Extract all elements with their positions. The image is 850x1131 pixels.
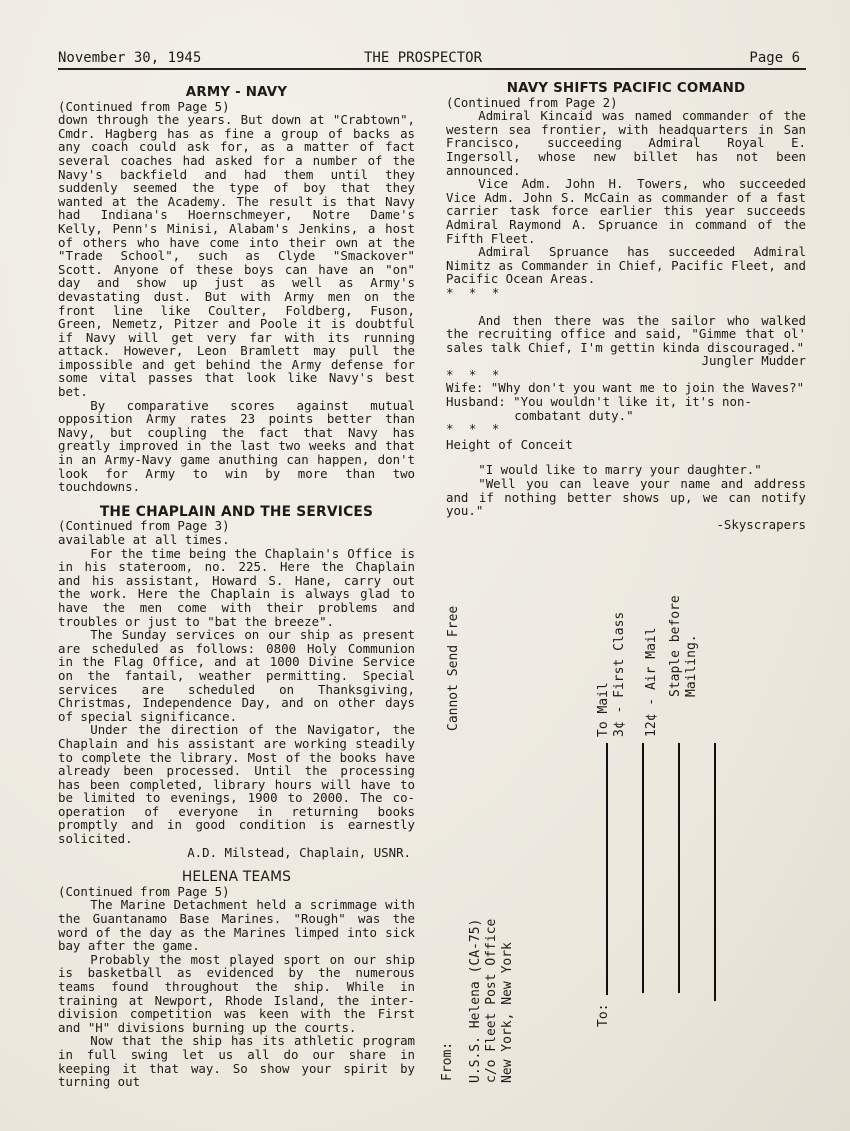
to-mail-text: To Mail xyxy=(596,682,611,737)
conceit-line: "Well you can leave your name and address and if nothing better shows up, we can notify you." xyxy=(446,476,806,519)
conceit-heading: Height of Conceit xyxy=(446,436,573,452)
left-column xyxy=(58,86,415,1089)
newspaper-title: THE PROSPECTOR xyxy=(364,50,483,66)
separator-stars: * * * xyxy=(446,366,504,382)
helena-paragraph: Now that the ship has its athletic program in full swing let us all do our share in keeping it that way. So show your spirit by turning out xyxy=(58,1033,415,1090)
from-address-line-3: New York, New York xyxy=(500,942,515,1083)
masthead xyxy=(58,48,806,70)
address-line xyxy=(678,743,680,993)
husband-line xyxy=(446,395,806,422)
pacific-paragraph: Admiral Kincaid was named commander of the western sea frontier, with headquarters in San Francisco, succeeding Admiral Royal E. Ingersoll, whose new billet has not been announced. xyxy=(446,108,806,178)
staple-text-2: Mailing. xyxy=(684,634,699,697)
army-navy-continued: (Continued from Page 5) xyxy=(58,98,230,114)
separator-stars: * * * xyxy=(446,421,504,437)
husband-quote: "You wouldn't like it, it's non-combatant duty." xyxy=(513,394,752,423)
pacific-paragraph: Admiral Spruance has succeeded Admiral Nimitz as Commander in Chief, Pacific Fleet, and Pacific Ocean Areas. xyxy=(446,244,806,287)
sailor-credit: Jungler Mudder xyxy=(701,353,806,369)
chaplain-signature: A.D. Milstead, Chaplain, USNR. xyxy=(187,844,411,860)
pacific-heading: NAVY SHIFTS PACIFIC COMAND xyxy=(506,81,746,96)
helena-paragraph: Probably the most played sport on our ship is basketball as evidenced by the numerous teams found throughout the ship. While in training at Newport, Rhode Island, the inter-division competition was keen with the First and "H" divisions burning up the courts. xyxy=(58,951,415,1035)
pacific-continued: (Continued from Page 2) xyxy=(446,94,618,110)
chaplain-heading: THE CHAPLAIN AND THE SERVICES xyxy=(99,503,374,520)
air-mail-text: 12¢ - Air Mail xyxy=(644,627,659,737)
sailor-joke: And then there was the sailor who walked the recruiting office and said, "Gimme that ol' sales talk Chief, I'm gettin kinda discouraged." xyxy=(446,312,806,355)
cannot-send-free-text: Cannot Send Free xyxy=(446,605,461,731)
issue-date: November 30, 1945 xyxy=(58,50,202,66)
pacific-paragraph: Vice Adm. John H. Towers, who succeeded Vice Adm. John S. McCain as commander of a fast carrier task force earlier this year succeeds Admiral Raymond A. Spruance in command of the Fifth Fleet. xyxy=(446,176,806,246)
army-navy-heading: ARMY - NAVY xyxy=(185,85,288,100)
army-navy-paragraph: By comparative scores against mutual opposition Army rates 23 points better than Navy, but coupling the fact that Navy has greatly improved in the last two weeks and that in an Army-Navy game anuthing can happen, don't look for Army to win by more than two touchdowns. xyxy=(58,397,415,495)
helena-continued: (Continued from Page 5) xyxy=(58,883,230,899)
chaplain-paragraph: Under the direction of the Navigator, the Chaplain and his assistant are working steadily to complete the library. Most of the books have already been processed. Until the processing has been completed, library hours will have to be limited to evenings, 1900 to 2000. The co-operation of everyone in returning books promptly and in good condition is earnestly solicited. xyxy=(58,722,415,847)
army-navy-paragraph: down through the years. But down at "Crabtown", Cmdr. Hagberg has as fine a group of backs as any coach could ask for, as a matter of fact several coaches had asked for a number of the Navy's backfield and had them until they suddenly seemed the type of boy that they wanted at the Academy. The result is that Navy had Indiana's Hoernschmeyer, Notre Dame's Kelly, Penn's Minisi, Alabam's Jenkins, a host of others who have come into their own at the "Trade School", such as Clyde "Smackover" Scott. Anyone of these boys can have an "on" day and show up just as well as Army's devastating dust. But with Army men on the front line like Coulter, Foldberg, Fuson, Green, Nemetz, Pitzer and Poole it is doubtful if Navy will get very far with its running attack. However, Leon Bramlett may pull the impossible and get behind the Army defense for some vital passes that look like Navy's best bet. xyxy=(58,112,415,400)
right-column xyxy=(446,82,806,531)
to-label: To: xyxy=(596,1003,611,1027)
first-class-text: 3¢ - First Class xyxy=(612,611,627,737)
helena-paragraph: The Marine Detachment held a scrimmage with the Guantanamo Base Marines. "Rough" was the word of the day as the Marines limped into sick bay after the game. xyxy=(58,897,415,954)
mailing-panel xyxy=(430,585,830,1105)
chaplain-paragraph: available at all times. xyxy=(58,532,230,547)
from-label: From: xyxy=(440,1041,455,1081)
page-number: Page 6 xyxy=(749,50,800,66)
staple-text-1: Staple before xyxy=(668,595,683,697)
wife-label: Wife: xyxy=(446,380,484,396)
chaplain-paragraph: For the time being the Chaplain's Office is in his stateroom, no. 225. Here the Chaplain and his assistant, Howard S. Hane, carry out the work. Here the Chaplain is always glad to have the men come with their problems and troubles or just to "bat the breeze". xyxy=(58,545,415,629)
from-address-line-1: U.S.S. Helena (CA-75) xyxy=(468,918,483,1083)
address-line xyxy=(606,743,608,995)
chaplain-continued: (Continued from Page 3) xyxy=(58,518,230,534)
conceit-credit: -Skyscrapers xyxy=(716,516,806,532)
husband-label: Husband: xyxy=(446,394,506,410)
wife-quote: "Why don't you want me to join the Waves?" xyxy=(490,380,805,396)
separator-stars: * * * xyxy=(446,284,504,300)
helena-heading: HELENA TEAMS xyxy=(181,869,292,886)
wife-line xyxy=(446,381,806,395)
conceit-line: "I would like to marry your daughter." xyxy=(478,462,762,478)
from-address-line-2: c/o Fleet Post Office xyxy=(484,918,499,1083)
chaplain-paragraph: The Sunday services on our ship as present are scheduled as follows: 0800 Holy Communion in the Flag Office, and at 1000 Divine Service on the fantail, weather permitting. Special services are scheduled on Thanksgiving, Christmas, Independence Day, and on other days of special significance. xyxy=(58,627,415,724)
address-line xyxy=(642,743,644,993)
address-line xyxy=(714,743,716,1001)
